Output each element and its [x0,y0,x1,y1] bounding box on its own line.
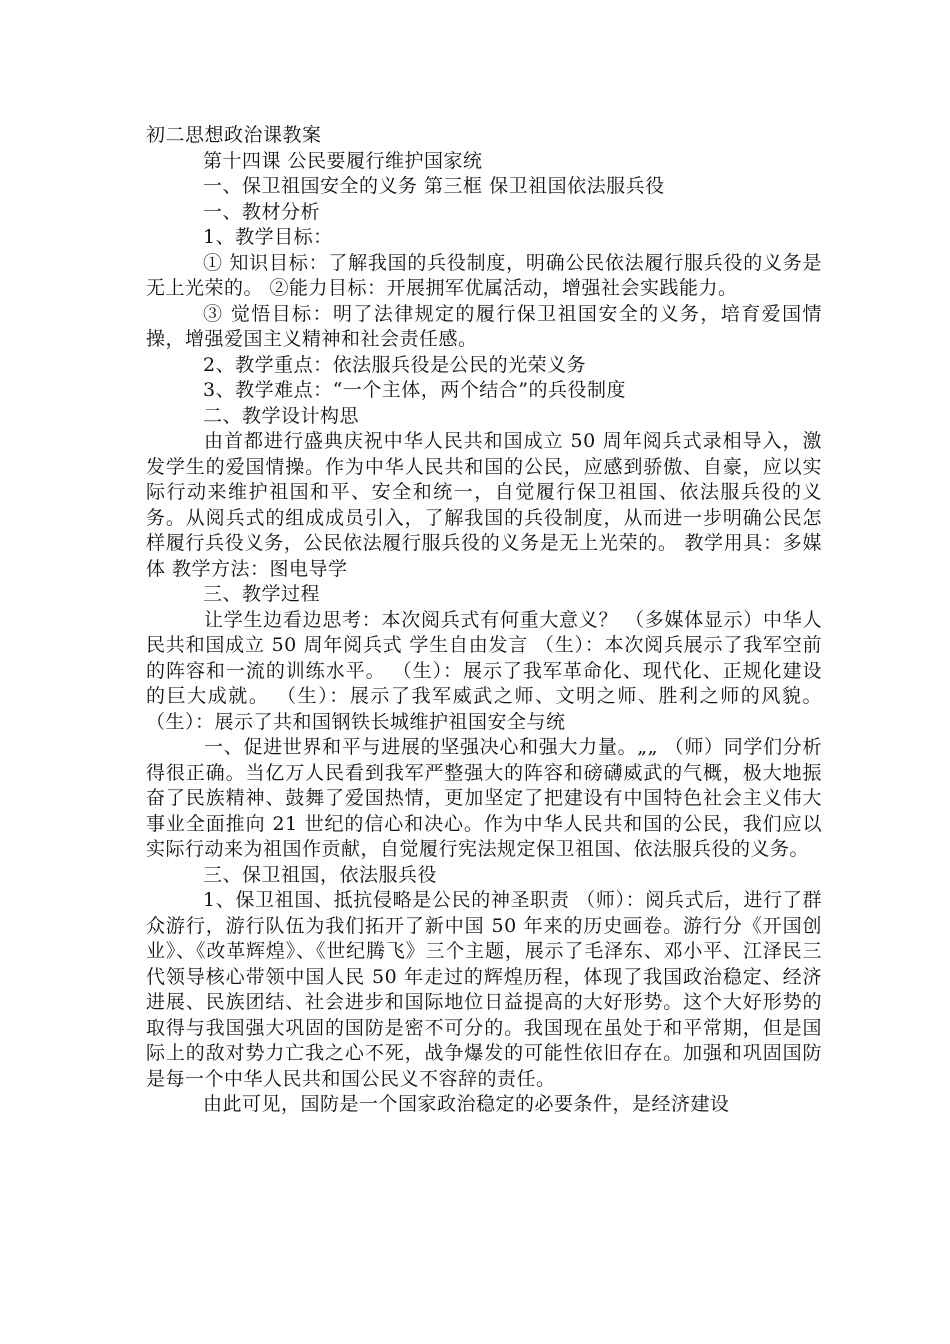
heading-design: 二、教学设计构思 [203,404,360,427]
heading-textbook-analysis: 一、教材分析 [203,200,321,223]
section-line: 一、保卫祖国安全的义务 第三框 保卫祖国依法服兵役 [203,175,665,197]
objective-awareness-paragraph: ③ 觉悟目标：明了法律规定的履行保卫祖国安全的义务，培育爱国情操，增强爱国主义精神和社会责任感。 [146,302,822,350]
duty-paragraph: 1、保卫祖国、抵抗侵略是公民的神圣职责 （师）：阅兵式后，进行了群众游行，游行队伍为我们拓开了新中国 50 年来的历史画卷。游行分《开国创业》、《改革辉煌》、《世纪腾飞》三个主题，展示了毛泽东、邓小平、江泽民三代领导核心带领中国人民 50 年走过的辉煌历程，体现了我国政治稳定、经济进展、民族团结、社会进步和国际地位日益提高的大好形势。这个大好形势的取得与我国强大巩固的国防是密不可分的。我国现在虽处于和平常期，但是国际上的敌对势力亡我之心不死，战争爆发的可能性依旧存在。加强和巩固国防是每一个中华人民共和国公民义不容辞的责任。 [146,889,822,1090]
section3-title: 三、保卫祖国，依法服兵役 [203,863,438,886]
lesson-plan-document [146,123,822,1118]
heading-objectives: 1、教学目标： [203,226,333,248]
objective-knowledge-paragraph: ① 知识目标：了解我国的兵役制度，明确公民依法履行服兵役的义务是无上光荣的。 ②能力目标：开展拥军优属活动，增强社会实践能力。 [146,251,822,299]
conclusion-paragraph: 由此可见，国防是一个国家政治稳定的必要条件，是经济建设 [203,1093,730,1115]
difficulty: 3、教学难点：“一个主体，两个结合”的兵役制度 [203,379,627,401]
document-title: 初二思想政治课教案 [146,124,322,146]
teacher-paragraph: 一、促进世界和平与进展的坚强决心和强大力量。„„ （师）同学们分析得很正确。当亿万人民看到我军严整强大的阵容和磅礴威武的气概，极大地振奋了民族精神、鼓舞了爱国热情，更加坚定了把建设有中国特色社会主义伟大事业全面推向 21 世纪的信心和决心。作为中华人民共和国的公民，我们应以实际行动来为祖国作贡献，自觉履行宪法规定保卫祖国、依法服兵役的义务。 [146,736,822,860]
design-paragraph: 由首都进行盛典庆祝中华人民共和国成立 50 周年阅兵式录相导入，激发学生的爱国情操。作为中华人民共和国的公民，应感到骄傲、自豪，应以实际行动来维护祖国和平、安全和统一，自觉履行保卫祖国、依法服兵役的义务。从阅兵式的组成成员引入，了解我国的兵役制度，从而进一步明确公民怎样履行兵役义务，公民依法履行服兵役的义务是无上光荣的。 教学用具：多媒体 教学方法：图电导学 [146,430,822,580]
lesson-title: 第十四课 公民要履行维护国家统 [203,149,483,172]
key-point: 2、教学重点：依法服兵役是公民的光荣义务 [203,353,587,376]
process-paragraph: 让学生边看边思考：本次阅兵式有何重大意义？ （多媒体显示）中华人民共和国成立 50 周年阅兵式 学生自由发言 （生）：本次阅兵展示了我军空前的阵容和一流的训练水平。 （生）：展示了我军革命化、现代化、正规化建设的巨大成就。 （生）：展示了我军威武之师、文明之师、胜利之师的风貌。 （生）：展示了共和国钢铁长城维护祖国安全与统 [146,608,822,733]
heading-process: 三、教学过程 [203,583,321,605]
